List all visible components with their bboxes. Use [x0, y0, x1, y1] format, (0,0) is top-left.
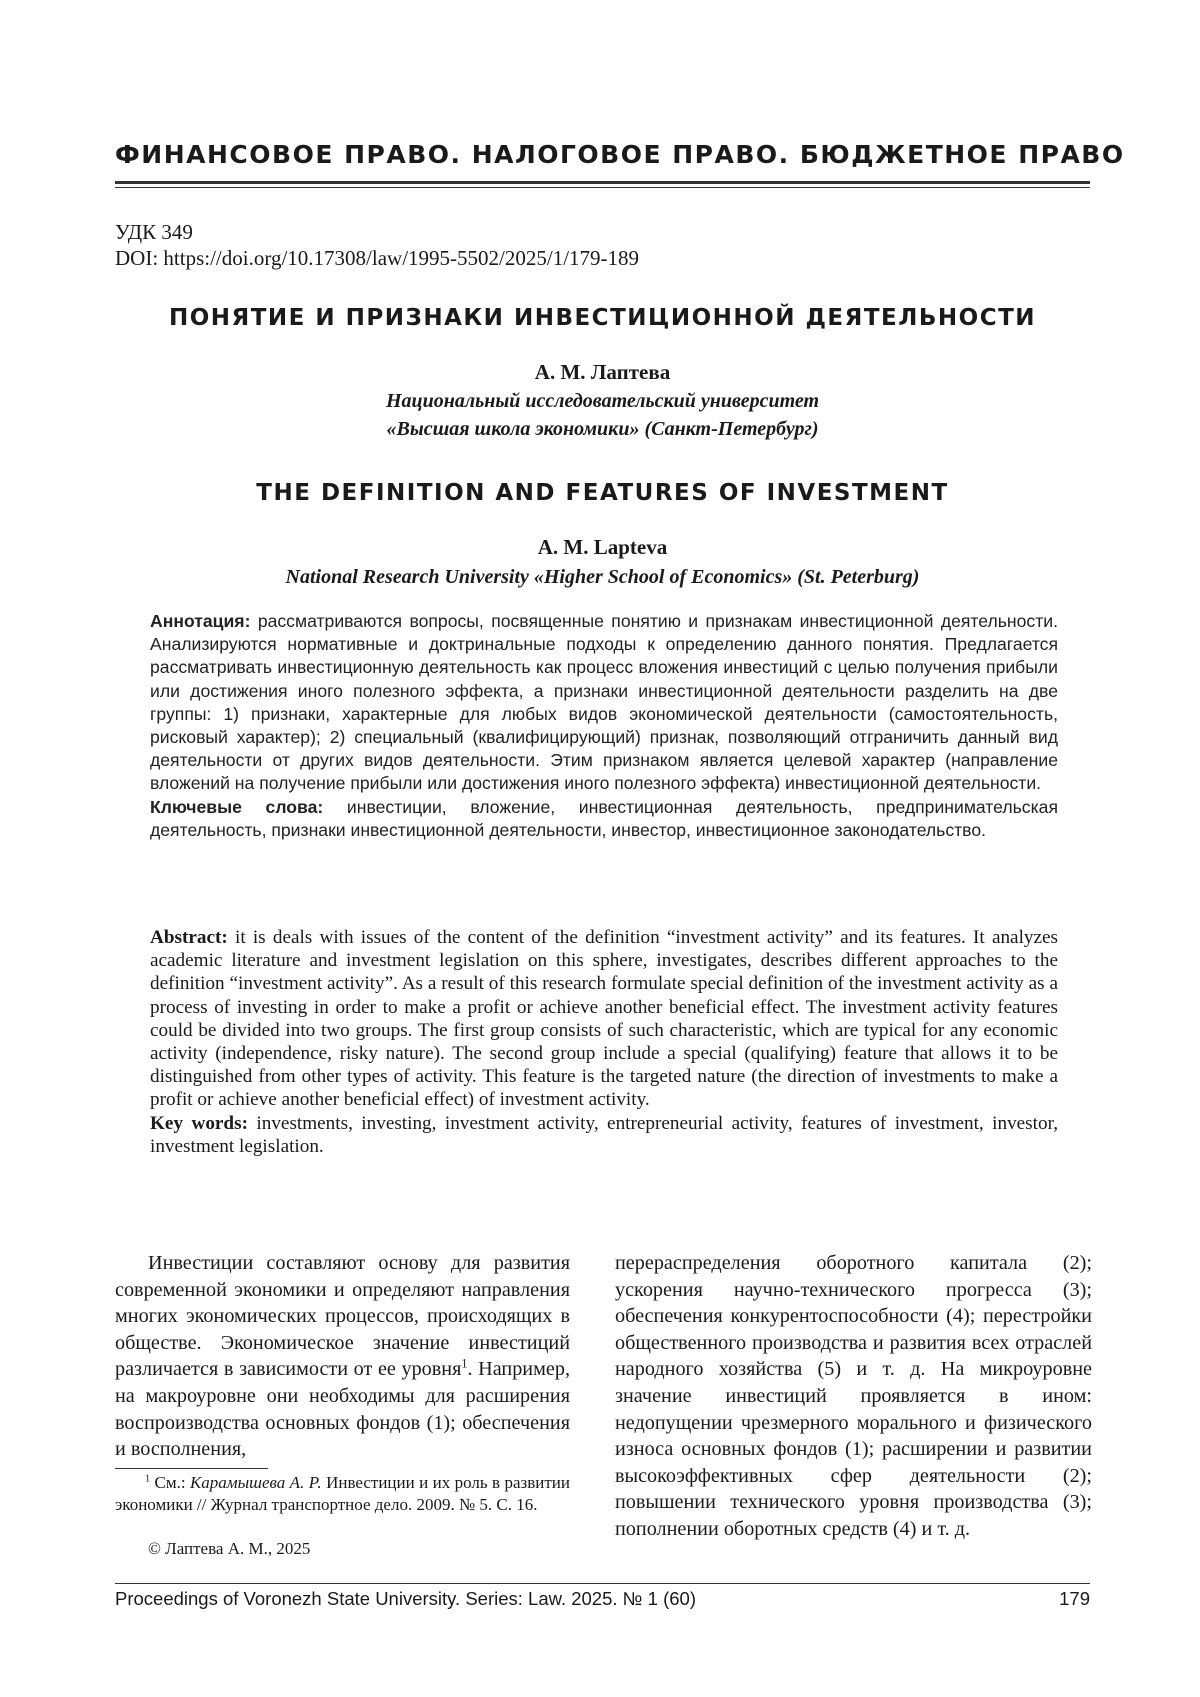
article-title-en: THE DEFINITION AND FEATURES OF INVESTMENT — [115, 480, 1090, 506]
affiliation-ru-line2: «Высшая школа экономики» (Санкт-Петербург) — [115, 418, 1090, 441]
footnote-prefix: См.: — [150, 1473, 190, 1492]
article-title-ru: ПОНЯТИЕ И ПРИЗНАКИ ИНВЕСТИЦИОННОЙ ДЕЯТЕЛЬНОСТИ — [115, 305, 1090, 331]
body-column-right: перераспределения оборотного капитала (2); ускорения научно-технического прогресса (3); обеспечения конкурентоспособности (4); пере­стройки общественного производства и разви­тия всех отраслей народного хозяйства (5) и т. д. На микроуровне значение инвестиций прояв­ляется в ином: недопущении чрезмерного мо­рального и физического износа основных фон­дов (1); расширении и развитии высокоэффек­тивных сфер деятельности (2); повышении тех­нического уровня производства (3); пополнении оборотных средств (4) и т. д. — [615, 1250, 1092, 1543]
copyright: © Лаптева А. М., 2025 — [148, 1538, 568, 1560]
journal-page — [0, 0, 1200, 1697]
abstract-en — [150, 926, 1058, 1112]
body-left-text-2: . Например, на макроуровне они не­обходимы для расширения воспроизводства ос­новных фондов (1); обеспечения и восполнения, — [115, 1358, 570, 1460]
affiliation-en: National Research University «Higher School of Economics» (St. Peterburg) — [115, 566, 1090, 589]
journal-footer: Proceedings of Voronezh State University. Series: Law. 2025. № 1 (60) — [115, 1588, 696, 1610]
heading-rule-thick — [115, 181, 1090, 184]
doi-link[interactable]: DOI: https://doi.org/10.17308/law/1995-5502/2025/1/179-189 — [115, 246, 639, 271]
page-number: 179 — [1059, 1588, 1090, 1610]
keywords-en-text: investments, investing, investment activity, entrepreneurial activity, features of investment, investor, investment legislation. — [150, 1113, 1058, 1157]
abstract-en-block — [150, 926, 1058, 1158]
abstract-en-label: Abstract: — [150, 927, 228, 948]
footnote-rest: Инвестиции и их роль в развитии экономики // Журнал транспортное дело. 2009. № 5. С. 16. — [115, 1473, 570, 1514]
footnote-ref[interactable]: 1 — [461, 1357, 467, 1371]
affiliation-ru-line1: Национальный исследовательский университет — [115, 390, 1090, 413]
udc-code: УДК 349 — [115, 220, 193, 245]
abstract-ru-block — [150, 610, 1058, 842]
author-en: A. M. Lapteva — [115, 535, 1090, 560]
body-column-left — [115, 1250, 570, 1463]
keywords-en-label: Key words: — [150, 1113, 248, 1134]
footnote-1 — [115, 1472, 570, 1516]
abstract-ru-label: Аннотация: — [150, 611, 250, 631]
footer-rule — [115, 1583, 1090, 1584]
footnote-author: Карамышева А. Р. — [190, 1473, 322, 1492]
body-left-text-1: Инвестиции составляют основу для развития современной экономики и определяют направ­ления многих экономических процессов, про­исходящих в обществе. Экономическое значе­ние инвестиций различается в зависимости от ее уровня — [115, 1252, 570, 1380]
heading-rule-thin — [115, 187, 1090, 188]
abstract-ru — [150, 610, 1058, 796]
footnote-number: 1 — [145, 1473, 150, 1484]
keywords-ru — [150, 796, 1058, 842]
author-ru: А. М. Лаптева — [115, 360, 1090, 385]
keywords-en — [150, 1112, 1058, 1158]
keywords-ru-text: инвестиции, вложение, инвестиционная деятельность, предпринимательская деятельность, признаки инвестиционной деятельности, инвестор, инвестиционное законода­тельство. — [150, 797, 1058, 840]
keywords-ru-label: Ключевые слова: — [150, 797, 323, 817]
abstract-en-text: it is deals with issues of the content of the definition “investment activity” and its features. It analyzes academic literature and investment legislation on this sphere, investigates, describes dif­ferent approaches to the definition “investment activity”. As a result of this research formulate special definition of the investment activity as a process of investing in order to make a profit or achieve an­other beneficial effect. The investment activity features could be divided into two groups. The first group consists of such characteristic, which are typical for any economic activity (independence, risky nature). The second group include a special (qualifying) feature that allows it to be distinguished from other types of activity. This feature is the targeted nature (the direction of investments to make a profit or achieve another beneficial effect) of investment activity. — [150, 927, 1058, 1110]
section-heading: ФИНАНСОВОЕ ПРАВО. НАЛОГОВОЕ ПРАВО. БЮДЖЕТНОЕ ПРАВО — [115, 140, 1090, 169]
abstract-ru-text: рассматриваются вопросы, посвященные понятию и признакам инвестиционной деятельности. Анализируются нормативные и доктринальные подходы к определению данного понятия. Предлагается рассматривать инвестиционную деятельность как процесс вложения инвестиций с целью получения прибыли или достижения иного полезного эффекта, а признаки инвестиционной деятельности разделить на две группы: 1) признаки, характерные для любых видов экономической деятельности (самостоятельность, рисковый характер); 2) специальный (квалифицирующий) признак, позволяющий отграничить данный вид деятельности от других видов деятельности. Этим признаком является целевой характер (направление вложений на получение прибыли или достижения иного полезного эффекта) инвестиционной деятельности. — [150, 611, 1058, 793]
footnote-divider — [115, 1468, 268, 1469]
